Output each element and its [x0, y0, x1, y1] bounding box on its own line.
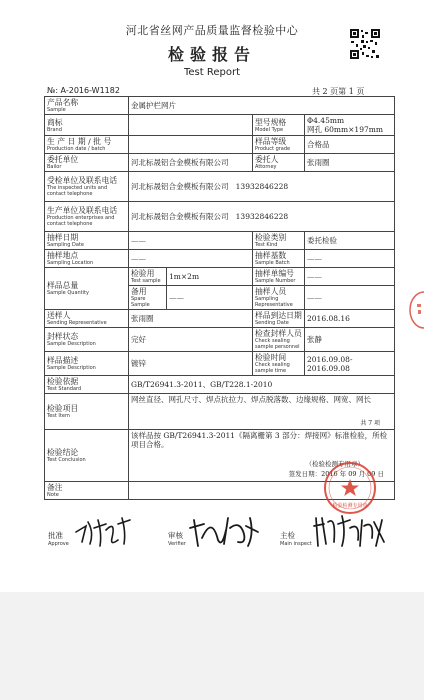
seam-stamp: [408, 290, 424, 330]
table-row: [45, 376, 395, 394]
label-cell: 检验时间 Check sealing sample time: [253, 352, 305, 376]
report-table: [44, 96, 395, 500]
test-items-value: 网丝直径、网孔尺寸、焊点抗拉力、焊点脱落数、边缘规格、网宽、网长 共 7 项: [129, 394, 395, 430]
label-cell: 抽样人员 Sampling Representative: [253, 286, 305, 310]
inspection-stamp: [322, 460, 378, 516]
production-date-value: [129, 136, 253, 154]
bailor-value: 河北标晟铝合金模板有限公司: [129, 154, 253, 172]
standard-value: GB/T26941.3-2011、GB/T228.1-2010: [129, 376, 395, 394]
label-cell: 样品描述 Sample Description: [45, 352, 129, 376]
table-row: [45, 268, 395, 286]
conclusion-value: 该样品按 GB/T26941.3-2011《隔离栅第 3 部分：焊接网》标准检验，所检项目合格。 （检验检测专用章） 签发日期：2016 年 09 月 09 日: [129, 430, 395, 482]
label-cell: 抽样单编号 Sample Number: [253, 268, 305, 286]
label-cell: 委托单位 Bailor: [45, 154, 129, 172]
grade-value: 合格品: [305, 136, 395, 154]
label-cell: 检验依据 Test Standard: [45, 376, 129, 394]
label-cell: 生 产 日 期 / 批 号 Production date / batch: [45, 136, 129, 154]
table-row: [45, 115, 395, 136]
seal-check-value: 张静: [305, 328, 395, 352]
table-row: [45, 352, 395, 376]
table-row: [45, 394, 395, 430]
sample-number-value: ——: [305, 268, 395, 286]
sample-name-value: 金属护栏网片: [129, 97, 395, 115]
label-cell: 抽样地点 Sampling Location: [45, 250, 129, 268]
approver-signature: [72, 512, 136, 548]
sample-batch-value: ——: [305, 250, 395, 268]
send-date-value: 2016.08.16: [305, 310, 395, 328]
page-indicator: 共 2 页第 1 页: [312, 87, 365, 96]
sampling-location-value: ——: [129, 250, 253, 268]
seal-value: 完好: [129, 328, 253, 352]
table-row: [45, 232, 395, 250]
label-cell: 委托人 Attorney: [253, 154, 305, 172]
table-row: [45, 310, 395, 328]
label-cell: 送样人 Sending Representative: [45, 310, 129, 328]
table-row: [45, 328, 395, 352]
label-cell: 受检单位及联系电话 The inspected units and contact telephone: [45, 172, 129, 202]
sampling-date-value: ——: [129, 232, 253, 250]
label-cell: 备注 Note: [45, 482, 129, 500]
approve-label: 批准 Approve: [48, 531, 69, 547]
report-title-en: Test Report: [183, 67, 241, 78]
label-cell: 型号规格 Model Type: [253, 115, 305, 136]
label-cell: 检验项目 Test Item: [45, 394, 129, 430]
organization-name: 河北省丝网产品质量监督检验中心: [125, 24, 299, 37]
label-cell: 检验用 Test sample: [129, 268, 167, 286]
report-number: №: A-2016-W1182: [47, 86, 120, 95]
label-cell: 样品总量 Sample Quantity: [45, 268, 129, 310]
label-cell: 样品等级 Product grade: [253, 136, 305, 154]
label-cell: 检验结论 Test Conclusion: [45, 430, 129, 482]
label-cell: 生产单位及联系电话 Production enterprises and contact telephone: [45, 202, 129, 232]
verify-label: 审核 Verifier: [168, 531, 186, 547]
producer-value: 河北标晟铝合金模板有限公司 13932846228: [129, 202, 395, 232]
label-cell: 检查封样人员 Check sealing sample personnel: [253, 328, 305, 352]
test-sample-value: 1m×2m: [167, 268, 253, 286]
label-cell: 样品到达日期 Sending Date: [253, 310, 305, 328]
label-cell: 检验类别 Test Kind: [253, 232, 305, 250]
spare-sample-value: ——: [167, 286, 253, 310]
stamp-caption: （检验检测专用章）: [305, 460, 364, 468]
label-cell: 封样状态 Sample Description: [45, 328, 129, 352]
stamp-text: 检验检测专用章: [332, 503, 368, 509]
test-time-value: 2016.09.08-2016.09.08: [305, 352, 395, 376]
table-row: [45, 250, 395, 268]
table-row: [45, 202, 395, 232]
verifier-signature: [188, 510, 262, 550]
sampling-rep-value: ——: [305, 286, 395, 310]
inspector-signature: [312, 512, 388, 550]
items-count: 共 7 项: [360, 420, 380, 427]
label-cell: 备用 Spare Sample: [129, 286, 167, 310]
inspector-label: 主检 Main inspect: [280, 531, 312, 547]
qr-code-icon: [349, 28, 381, 60]
inspected-unit-value: 河北标晟铝合金模板有限公司 13932846228: [129, 172, 395, 202]
label-cell: 产品名称 Sample: [45, 97, 129, 115]
issue-date: 签发日期：2016 年 09 月 09 日: [288, 470, 384, 478]
brand-value: [129, 115, 253, 136]
table-row: [45, 172, 395, 202]
table-row: [45, 97, 395, 115]
label-cell: 抽样基数 Sample Batch: [253, 250, 305, 268]
label-cell: 抽样日期 Sampling Date: [45, 232, 129, 250]
description-value: 镀锌: [129, 352, 253, 376]
table-row: [45, 136, 395, 154]
model-value: Φ4.45mm 网孔 60mm×197mm: [305, 115, 395, 136]
label-cell: 商标 Brand: [45, 115, 129, 136]
sender-value: 张雨圈: [129, 310, 253, 328]
report-title: 检验报告: [167, 45, 256, 64]
table-row: [45, 154, 395, 172]
attorney-value: 张雨圈: [305, 154, 395, 172]
test-kind-value: 委托检验: [305, 232, 395, 250]
